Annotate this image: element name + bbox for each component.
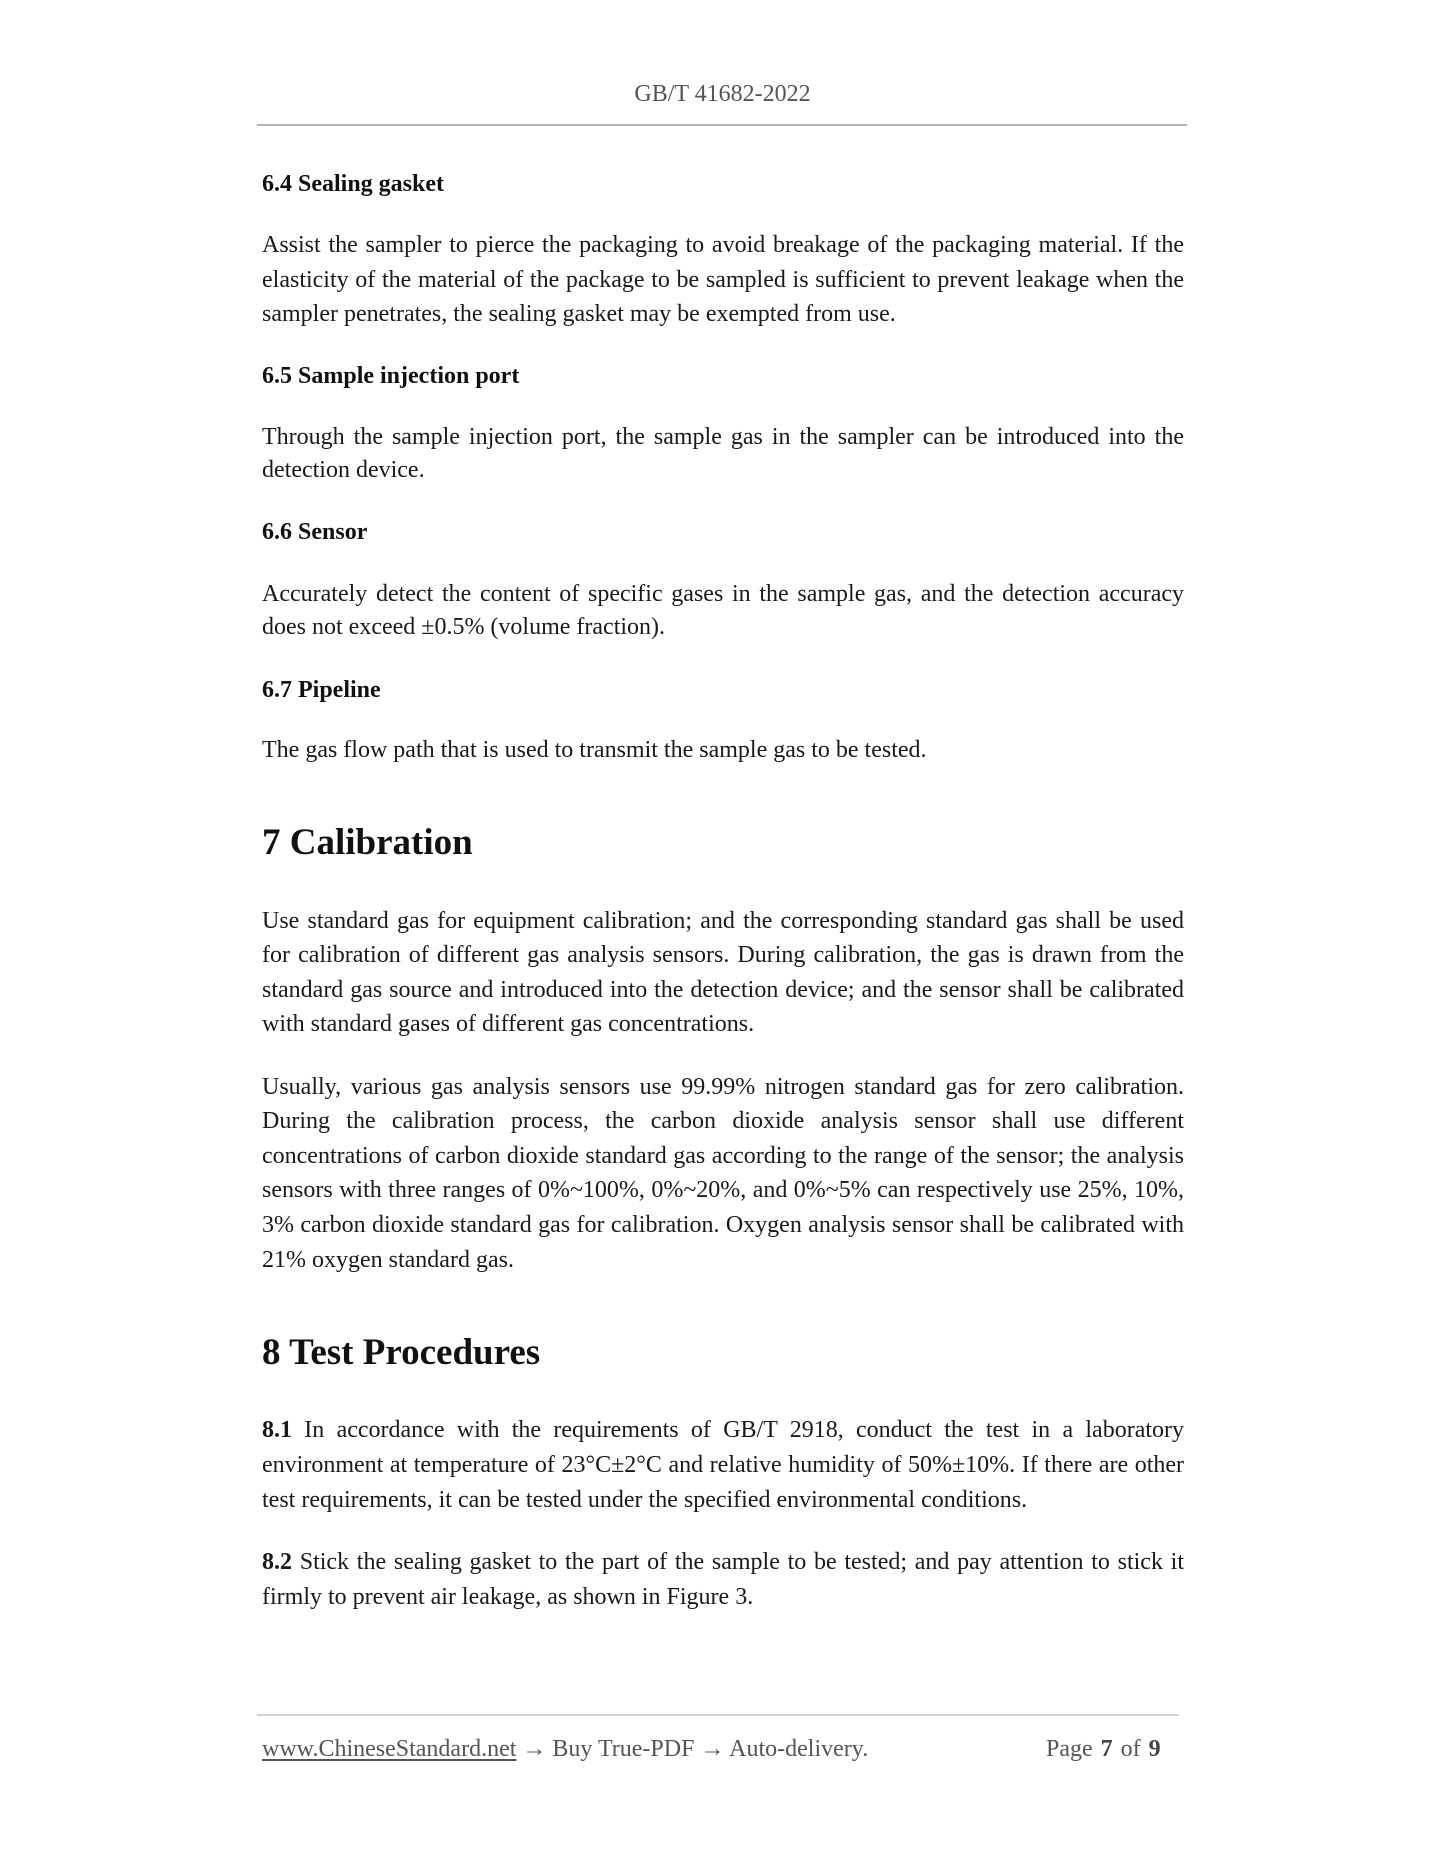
paragraph-line-8-1 <box>262 1413 1184 1447</box>
paragraph-line: with standard gases of different gas concentrations. <box>262 1011 755 1037</box>
paragraph-line: The gas flow path that is used to transmit the sample gas to be tested. <box>262 737 927 763</box>
paragraph-line: Usually, various gas analysis sensors use 99.99% nitrogen standard gas for zero calibration. <box>262 1074 1184 1100</box>
paragraph-line: sensors with three ranges of 0%~100%, 0%~20%, and 0%~5% can respectively use 25%, 10%, <box>262 1177 1184 1203</box>
paragraph-line: Through the sample injection port, the sample gas in the sampler can be introduced into the <box>262 424 1184 450</box>
paragraph-line: During the calibration process, the carbon dioxide analysis sensor shall use different <box>262 1108 1184 1134</box>
paragraph-line: 3% carbon dioxide standard gas for calibration. Oxygen analysis sensor shall be calibrated with <box>262 1212 1184 1238</box>
current-page-number: 7 <box>1100 1736 1113 1762</box>
paragraph-line: detection device. <box>262 457 425 483</box>
paragraph-line: Use standard gas for equipment calibration; and the corresponding standard gas shall be used <box>262 908 1184 934</box>
document-id-header: GB/T 41682-2022 <box>634 81 811 107</box>
page-label: Page <box>1046 1736 1093 1762</box>
clause-text: In accordance with the requirements of GB/T 2918, conduct the test in a laboratory <box>304 1417 1185 1443</box>
page-indicator <box>1046 1732 1161 1766</box>
subheading-6-6: 6.6 Sensor <box>262 519 368 545</box>
paragraph-line: Assist the sampler to pierce the packaging to avoid breakage of the packaging material. If the <box>262 232 1184 258</box>
paragraph-line: firmly to prevent air leakage, as shown in Figure 3. <box>262 1584 754 1610</box>
paragraph-line: test requirements, it can be tested under the specified environmental conditions. <box>262 1487 1028 1513</box>
paragraph-line: elasticity of the material of the package to be sampled is sufficient to prevent leakage when the <box>262 267 1184 293</box>
paragraph-line: standard gas source and introduced into the detection device; and the sensor shall be calibrated <box>262 977 1184 1003</box>
paragraph-line: for calibration of different gas analysis sensors. During calibration, the gas is drawn from the <box>262 942 1184 968</box>
subheading-6-5: 6.5 Sample injection port <box>262 363 520 389</box>
header-divider <box>257 124 1187 126</box>
subheading-6-7: 6.7 Pipeline <box>262 677 381 703</box>
section-heading-7: 7 Calibration <box>262 822 473 863</box>
arrow-right-icon: → <box>522 1736 547 1762</box>
paragraph-line-8-2 <box>262 1545 1184 1579</box>
paragraph-line: 21% oxygen standard gas. <box>262 1247 514 1273</box>
clause-number: 8.1 <box>262 1417 292 1443</box>
paragraph-line: Accurately detect the content of specific gases in the sample gas, and the detection accuracy <box>262 581 1184 607</box>
subheading-6-4: 6.4 Sealing gasket <box>262 171 445 197</box>
footer-promo <box>262 1732 868 1766</box>
website-link[interactable]: www.ChineseStandard.net <box>262 1736 517 1762</box>
of-label: of <box>1120 1736 1141 1762</box>
paragraph-line: concentrations of carbon dioxide standard gas according to the range of the sensor; the analysis <box>262 1143 1184 1169</box>
auto-delivery-text: Auto-delivery. <box>729 1736 869 1762</box>
arrow-right-icon: → <box>700 1736 725 1762</box>
paragraph-line: does not exceed ±0.5% (volume fraction). <box>262 614 666 640</box>
buy-true-pdf-text: Buy True-PDF <box>552 1736 695 1762</box>
clause-text: Stick the sealing gasket to the part of the sample to be tested; and pay attention to stick it <box>299 1549 1185 1575</box>
section-heading-8: 8 Test Procedures <box>262 1332 541 1373</box>
paragraph-line: environment at temperature of 23°C±2°C and relative humidity of 50%±10%. If there are other <box>262 1452 1184 1478</box>
paragraph-line: sampler penetrates, the sealing gasket may be exempted from use. <box>262 301 896 327</box>
clause-number: 8.2 <box>262 1549 292 1575</box>
total-pages-number: 9 <box>1148 1736 1161 1762</box>
footer-divider <box>257 1714 1179 1716</box>
